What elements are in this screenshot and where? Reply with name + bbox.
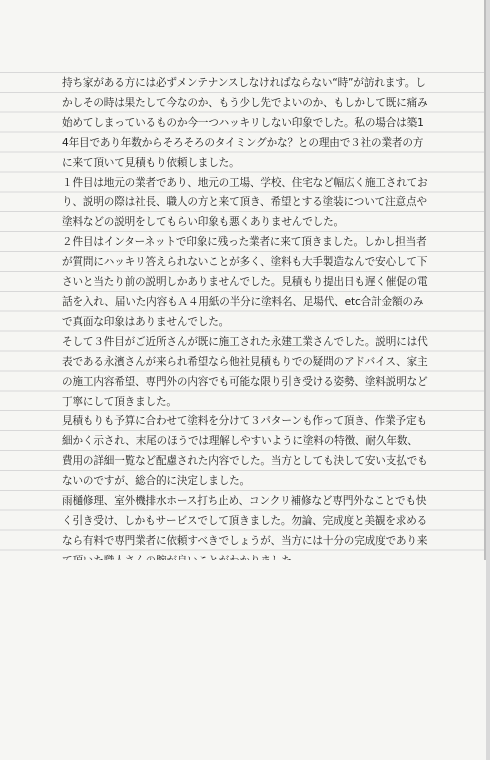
paragraph-intro: 持ち家がある方には必ずメンテナンスしなければならない“時”が訪れます。しかしその時は果たして今なのか、もう少し先でよいのか、もしかして既に痛み始めてしまっているものか今一つハッキリしない印象でした。私の場合は築14年目であり年数からそろそろのタイミングかな？との理由で３社の業者の方に来て頂いて見積もり依頼しました。 — [62, 77, 428, 169]
paragraph-third-company: そして３件目がご近所さんが既に施工された永建工業さんでした。説明には代表である永濱さんが来られ希望なら他社見積もりでの疑問のアドバイス、家主の施工内容希望、専門外の内容でも可能な限り引き受ける姿勢、塗料説明など丁寧にして頂きました。 — [62, 335, 428, 408]
paragraph-extra-work: 雨樋修理、室外機排水ホース打ち止め、コンクリ補修など専門外なことでも快く引き受け、しかもサービスでして頂きました。勿論、完成度と美観を求めるなら有料で専門業者に依頼すべきでしょうが、当方には十分の完成度であり来 — [62, 495, 428, 547]
paragraph-estimate: 見積もりも予算に合わせて塗料を分けて３パターンも作って頂き、作業予定も細かく示され、末尾のほうでは理解しやすいように塗料の特徴、耐久年数、費用の詳細一覧など配慮された内容でした。当方としても決して安い支払でもないのですが、総合的に決定しました。 — [62, 415, 428, 488]
blank-lower-area — [0, 560, 486, 760]
paragraph-second-company: ２件目はインターネットで印象に残った業者に来て頂きました。しかし担当者が質問にハッキリ答えられないことが多く、塗料も大手製造なんで安心して下さいと当たり前の説明しかありませんでした。見積もり提出日も遅く催促の電話を入れ、届いた内容もＡ４用紙の半分に塗料名、足場代、etc合計金額のみで真面な印象はありませんでした。 — [62, 236, 428, 328]
paragraph-first-company: １件目は地元の業者であり、地元の工場、学校、住宅など幅広く施工されており、説明の際は社長、職人の方と来て頂き、希望とする塗装について注意点や塗料などの説明をしてもらい印象も悪くありませんでした。 — [62, 176, 428, 229]
